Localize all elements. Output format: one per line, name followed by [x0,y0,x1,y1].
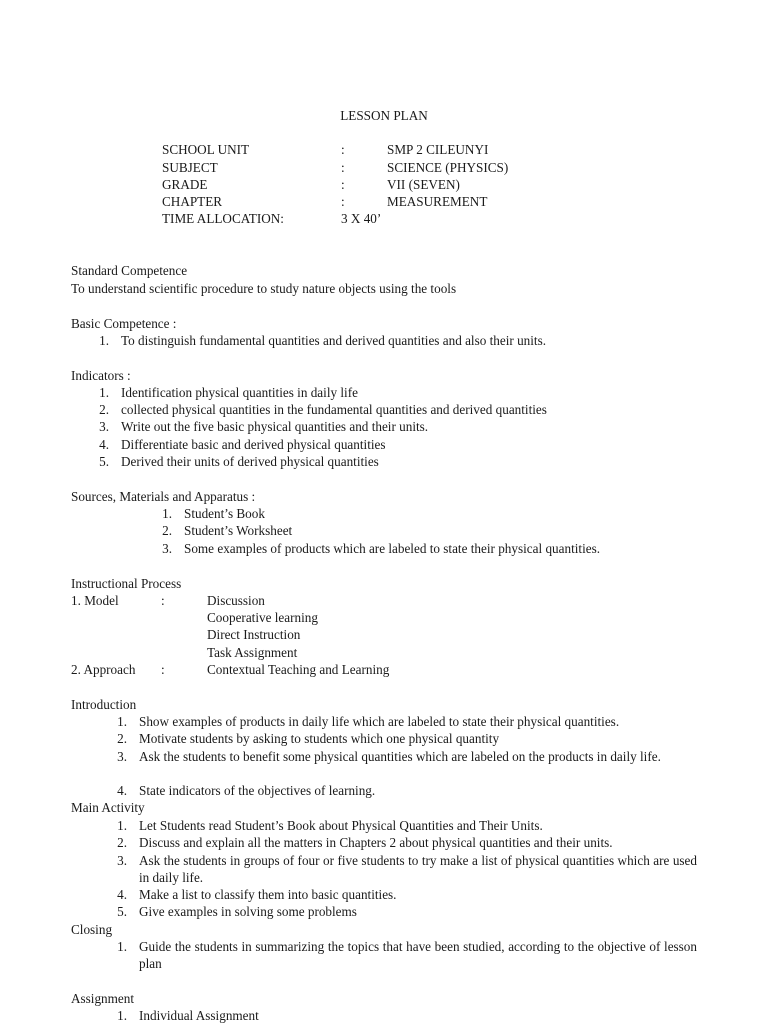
list-number: 4. [117,887,127,902]
list-item: Identification physical quantities in daily life [121,385,358,400]
info-value-school-unit: SMP 2 CILEUNYI [387,142,489,157]
section-heading-assignment: Assignment [71,991,135,1006]
list-number: 2. [117,835,127,850]
info-label-chapter: CHAPTER [162,194,223,209]
list-item: Guide the students in summarizing the topics that have been studied, according to the objective of lesson plan [139,939,697,972]
page-title: LESSON PLAN [340,108,428,123]
list-number: 2. [162,523,172,538]
list-number: 2. [117,731,127,746]
list-item: Show examples of products in daily life which are labeled to state their physical quantities. [139,714,620,729]
section-heading-closing: Closing [71,922,113,937]
model-value: Cooperative learning [207,610,318,625]
list-number: 3. [117,853,127,868]
list-number: 4. [117,783,127,798]
list-number: 1. [117,818,127,833]
section-heading-standard-competence: Standard Competence [71,263,188,278]
list-item: Derived their units of derived physical quantities [121,454,379,469]
approach-sep: : [161,662,165,677]
info-sep: : [341,160,345,175]
info-label-grade: GRADE [162,177,208,192]
standard-competence-text: To understand scientific procedure to study nature objects using the tools [71,281,457,296]
list-item: Student’s Book [184,506,265,521]
list-number: 5. [99,454,109,469]
list-item: Some examples of products which are labeled to state their physical quantities. [184,541,601,556]
info-label-subject: SUBJECT [162,160,218,175]
list-number: 2. [99,402,109,417]
section-heading-instructional-process: Instructional Process [71,576,182,591]
info-sep: : [341,142,345,157]
approach-value: Contextual Teaching and Learning [207,662,390,677]
section-heading-basic-competence: Basic Competence : [71,316,177,331]
list-item: Give examples in solving some problems [139,904,357,919]
model-value: Discussion [207,593,265,608]
list-item: To distinguish fundamental quantities and derived quantities and also their units. [121,333,547,348]
list-item: Student’s Worksheet [184,523,293,538]
list-number: 4. [99,437,109,452]
info-label-school-unit: SCHOOL UNIT [162,142,250,157]
list-number: 1. [117,939,127,954]
model-value: Task Assignment [207,645,298,660]
info-value-grade: VII (SEVEN) [387,177,460,192]
list-item: Motivate students by asking to students which one physical quantity [139,731,500,746]
model-sep: : [161,593,165,608]
info-value-subject: SCIENCE (PHYSICS) [387,160,509,175]
list-number: 3. [99,419,109,434]
info-sep: : [341,194,345,209]
info-value-chapter: MEASUREMENT [387,194,488,209]
list-number: 5. [117,904,127,919]
list-number: 1. [117,714,127,729]
list-item: Discuss and explain all the matters in Chapters 2 about physical quantities and their units. [139,835,613,850]
section-heading-sources: Sources, Materials and Apparatus : [71,489,256,504]
list-item: Make a list to classify them into basic quantities. [139,887,397,902]
section-heading-introduction: Introduction [71,697,137,712]
list-number: 3. [162,541,172,556]
list-item: Differentiate basic and derived physical quantities [121,437,386,452]
list-item: Let Students read Student’s Book about Physical Quantities and Their Units. [139,818,543,833]
list-number: 1. [99,385,109,400]
list-number: 1. [117,1008,127,1023]
model-value: Direct Instruction [207,627,301,642]
model-label: 1. Model [71,593,119,608]
approach-label: 2. Approach [71,662,136,677]
list-item: Ask the students to benefit some physical quantities which are labeled on the products in daily life. [139,749,661,764]
info-label-time-allocation: TIME ALLOCATION: [162,211,284,226]
section-heading-indicators: Indicators : [71,368,131,383]
list-item: State indicators of the objectives of learning. [139,783,376,798]
list-number: 1. [162,506,172,521]
list-item: Ask the students in groups of four or five students to try make a list of physical quantities which are used in daily life. [139,853,697,886]
list-item: collected physical quantities in the fundamental quantities and derived quantities [121,402,547,417]
list-number: 1. [99,333,109,348]
info-value-time-allocation: 3 X 40’ [341,211,382,226]
list-item: Write out the five basic physical quantities and their units. [121,419,429,434]
list-number: 3. [117,749,127,764]
section-heading-main-activity: Main Activity [71,800,145,815]
info-sep: : [341,177,345,192]
list-item: Individual Assignment [139,1008,259,1023]
